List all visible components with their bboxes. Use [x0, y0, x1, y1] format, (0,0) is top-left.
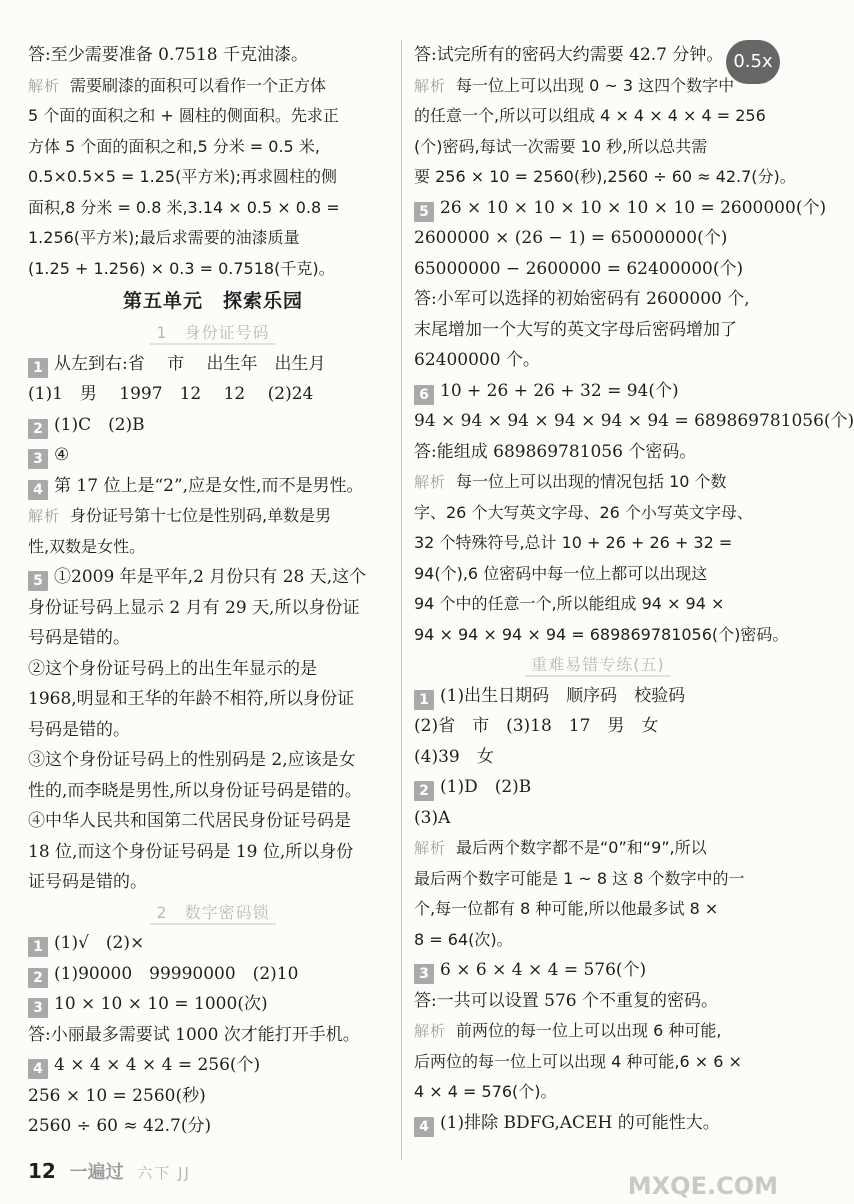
analysis-continuation	[414, 894, 782, 925]
right-column	[414, 40, 854, 1138]
answer-text: ④	[54, 445, 70, 465]
analysis-continuation	[414, 132, 782, 163]
answer-line: 身份证号码上显示 2 月有 29 天,所以身份证	[28, 597, 360, 618]
analysis-continuation	[414, 925, 782, 956]
question-number-badge: 4	[414, 1117, 434, 1137]
analysis-line	[414, 71, 782, 102]
analysis-text: 最后两个数字都不是“0”和“9”,所以	[456, 838, 707, 857]
analysis-label: 解析	[414, 1022, 447, 1040]
question-line	[414, 376, 782, 407]
answer-line: 答:小军可以选择的初始密码有 2600000 个,	[414, 289, 750, 309]
answer-text: 6 × 6 × 4 × 4 = 576(个)	[440, 960, 647, 980]
analysis-continuation	[414, 101, 782, 132]
answer-text: 第 17 位上是“2”,应是女性,而不是男性。	[54, 475, 364, 496]
answer-text: (1)C (2)B	[54, 414, 145, 435]
analysis-continuation	[414, 589, 782, 620]
analysis-text: 需要刷漆的面积可以看作一个正方体	[70, 75, 327, 95]
answer-line: 答:一共可以设置 576 个不重复的密码。	[414, 990, 718, 1011]
analysis-label: 解析	[414, 839, 447, 857]
answer-line: 256 × 10 = 2560(秒)	[28, 1085, 206, 1106]
analysis-continuation	[28, 101, 398, 132]
question-line	[28, 410, 398, 441]
page-number: 12	[28, 1159, 56, 1183]
analysis-label: 解析	[414, 473, 447, 491]
grade-label: 六下 JJ	[137, 1164, 191, 1182]
answer-text: (1)排除 BDFG,ACEH 的可能性大。	[440, 1112, 720, 1133]
answer-line: 18 位,而这个身份证号码是 19 位,所以身份	[28, 841, 354, 862]
analysis-text: 性,双数是女性。	[28, 536, 146, 556]
analysis-text: 94 × 94 × 94 × 94 = 689869781056(个)密码。	[414, 624, 789, 644]
question-line	[28, 471, 398, 502]
analysis-line	[414, 833, 782, 864]
question-number-badge: 1	[28, 937, 48, 957]
question-number-badge: 4	[28, 480, 48, 500]
analysis-continuation	[414, 864, 782, 895]
analysis-text: 方体 5 个面的面积之和,5 分米 = 0.5 米,	[28, 136, 320, 156]
analysis-text: 最后两个数字可能是 1 ~ 8 这 8 个数字中的一	[414, 868, 745, 888]
answer-line: 2560 ÷ 60 ≈ 42.7(分)	[28, 1116, 212, 1136]
analysis-text: 每一位上可以出现 0 ~ 3 这四个数字中	[456, 75, 735, 95]
analysis-continuation	[28, 162, 398, 193]
section-title-text: 2 数字密码锁	[150, 903, 275, 925]
answer-line: 性的,而李晓是男性,所以身份证号码是错的。	[28, 780, 362, 801]
question-line	[28, 440, 398, 471]
question-line	[28, 562, 398, 593]
answer-line: ②这个身份证号码上的出生年显示的是	[28, 658, 317, 679]
answer-text: (1)√ (2)×	[54, 933, 145, 953]
question-number-badge: 2	[414, 781, 434, 801]
answer-line: 答:至少需要准备 0.7518 千克油漆。	[28, 45, 309, 65]
analysis-text: (个)密码,每试一次需要 10 秒,所以总共需	[414, 136, 708, 156]
question-number-badge: 1	[28, 358, 48, 378]
answer-text: 10 × 10 × 10 = 1000(次)	[54, 994, 268, 1014]
question-number-badge: 4	[28, 1059, 48, 1079]
question-line	[28, 989, 398, 1020]
analysis-text: 94 个中的任意一个,所以能组成 94 × 94 ×	[414, 594, 725, 613]
analysis-label: 解析	[414, 76, 447, 95]
question-line	[28, 349, 398, 380]
analysis-line	[414, 467, 782, 498]
question-line	[28, 928, 398, 959]
answer-text: 10 + 26 + 26 + 32 = 94(个)	[440, 380, 679, 401]
answer-text: 从左到右:省 市 出生年 出生月	[54, 353, 326, 374]
playback-speed-button[interactable]: 0.5x	[726, 40, 780, 84]
answer-line: 62400000 个。	[414, 350, 540, 370]
analysis-continuation	[28, 132, 398, 163]
analysis-text: 32 个特殊符号,总计 10 + 26 + 26 + 32 =	[414, 533, 733, 552]
unit-title-part: 探索乐园	[223, 290, 304, 312]
analysis-continuation	[28, 193, 398, 224]
answer-text: 4 × 4 × 4 × 4 = 256(个)	[54, 1055, 261, 1075]
answer-line: 1968,明显和王华的年龄不相符,所以身份证	[28, 689, 355, 709]
analysis-text: 字、26 个大写英文字母、26 个小写英文字母、	[414, 502, 753, 522]
analysis-text: 4 × 4 = 576(个)。	[414, 1082, 557, 1101]
answer-line: 号码是错的。	[28, 628, 130, 648]
analysis-continuation	[414, 1077, 782, 1108]
question-number-badge: 3	[414, 964, 434, 984]
section-title	[28, 318, 398, 349]
answer-text: 26 × 10 × 10 × 10 × 10 × 10 = 2600000(个)	[440, 197, 827, 218]
analysis-continuation	[414, 1047, 782, 1078]
page-footer	[28, 1158, 191, 1186]
question-number-badge: 5	[28, 571, 48, 591]
answer-line: 答:试完所有的密码大约需要 42.7 分钟。	[414, 45, 724, 65]
analysis-text: 的任意一个,所以可以组成 4 × 4 × 4 × 4 = 256	[414, 106, 766, 125]
question-line	[414, 193, 827, 224]
section-title-text: 1 身份证号码	[150, 323, 275, 345]
analysis-continuation	[414, 162, 796, 193]
section-title-text: 重难易错专练(五)	[525, 655, 671, 677]
answer-line: (1)1 男 1997 12 12 (2)24	[28, 384, 314, 404]
answer-text: (1)90000 99990000 (2)10	[54, 963, 299, 984]
answer-text: ①2009 年是平年,2 月份只有 28 天,这个	[54, 567, 367, 587]
analysis-text: 面积,8 分米 = 0.8 米,3.14 × 0.5 × 0.8 =	[28, 197, 340, 217]
answer-text: (1)出生日期码 顺序码 校验码	[440, 685, 686, 706]
section-title	[28, 898, 398, 929]
answer-line: ④中华人民共和国第二代居民身份证号码是	[28, 811, 351, 831]
question-number-badge: 5	[414, 202, 434, 222]
answer-line: 2600000 × (26 − 1) = 65000000(个)	[414, 228, 728, 248]
answer-line: (4)39 女	[414, 746, 494, 767]
question-number-badge: 3	[28, 449, 48, 469]
question-number-badge: 3	[28, 998, 48, 1018]
question-line	[414, 955, 782, 986]
analysis-continuation	[28, 223, 398, 254]
analysis-line	[28, 501, 398, 532]
watermark: MXQE.COM	[627, 1172, 778, 1200]
column-divider	[401, 40, 402, 1160]
analysis-text: 每一位上可以出现的情况包括 10 个数	[456, 472, 727, 491]
analysis-continuation	[28, 254, 398, 285]
unit-title-part: 第五单元	[122, 290, 203, 312]
analysis-text: 后两位的每一位上可以出现 4 种可能,6 × 6 ×	[414, 1051, 742, 1071]
answer-line: 号码是错的。	[28, 719, 130, 740]
section-title	[414, 650, 782, 681]
analysis-text: 94(个),6 位密码中每一位上都可以出现这	[414, 563, 708, 583]
question-line	[28, 959, 398, 990]
analysis-text: 5 个面的面积之和 + 圆柱的侧面积。先求正	[28, 106, 339, 125]
brand-logo: 一遍过	[69, 1162, 124, 1183]
question-line	[414, 1108, 782, 1139]
question-number-badge: 6	[414, 385, 434, 405]
answer-line: 94 × 94 × 94 × 94 × 94 × 94 = 689869781056(个)	[414, 411, 854, 431]
question-line	[414, 772, 782, 803]
unit-title	[28, 284, 398, 318]
question-line	[414, 681, 782, 712]
analysis-label: 解析	[28, 507, 61, 525]
analysis-continuation	[414, 559, 782, 590]
analysis-continuation	[414, 620, 789, 651]
analysis-text: 前两位的每一位上可以出现 6 种可能,	[456, 1021, 722, 1040]
answer-line: ③这个身份证号码上的性别码是 2,应该是女	[28, 750, 356, 770]
analysis-label: 解析	[28, 76, 61, 95]
analysis-text: 身份证号第十七位是性别码,单数是男	[70, 506, 332, 525]
answer-line: 65000000 − 2600000 = 62400000(个)	[414, 258, 744, 279]
analysis-text: (1.25 + 1.256) × 0.3 = 0.7518(千克)。	[28, 258, 335, 278]
answer-line: 证号码是错的。	[28, 872, 147, 892]
analysis-text: 个,每一位都有 8 种可能,所以他最多试 8 ×	[414, 899, 719, 918]
answer-text: (1)D (2)B	[440, 777, 532, 797]
analysis-text: 要 256 × 10 = 2560(秒),2560 ÷ 60 ≈ 42.7(分)。	[414, 167, 796, 186]
answer-line: 答:小丽最多需要试 1000 次才能打开手机。	[28, 1024, 360, 1045]
question-number-badge: 1	[414, 690, 434, 710]
analysis-continuation	[28, 532, 398, 563]
analysis-text: 0.5×0.5×5 = 1.25(平方米);再求圆柱的侧	[28, 167, 337, 186]
analysis-continuation	[414, 528, 782, 559]
question-number-badge: 2	[28, 419, 48, 439]
answer-line: 答:能组成 689869781056 个密码。	[414, 441, 697, 462]
answer-line: (3)A	[414, 807, 451, 828]
answer-line: 末尾增加一个大写的英文字母后密码增加了	[414, 319, 737, 340]
analysis-text: 1.256(平方米);最后求需要的油漆质量	[28, 228, 300, 247]
analysis-continuation	[414, 498, 782, 529]
question-line	[28, 1050, 398, 1081]
analysis-line	[414, 1016, 782, 1047]
question-number-badge: 2	[28, 968, 48, 988]
analysis-text: 8 = 64(次)。	[414, 929, 513, 949]
left-column	[28, 40, 398, 1142]
answer-line: (2)省 市 (3)18 17 男 女	[414, 716, 659, 736]
analysis-line	[28, 71, 398, 102]
